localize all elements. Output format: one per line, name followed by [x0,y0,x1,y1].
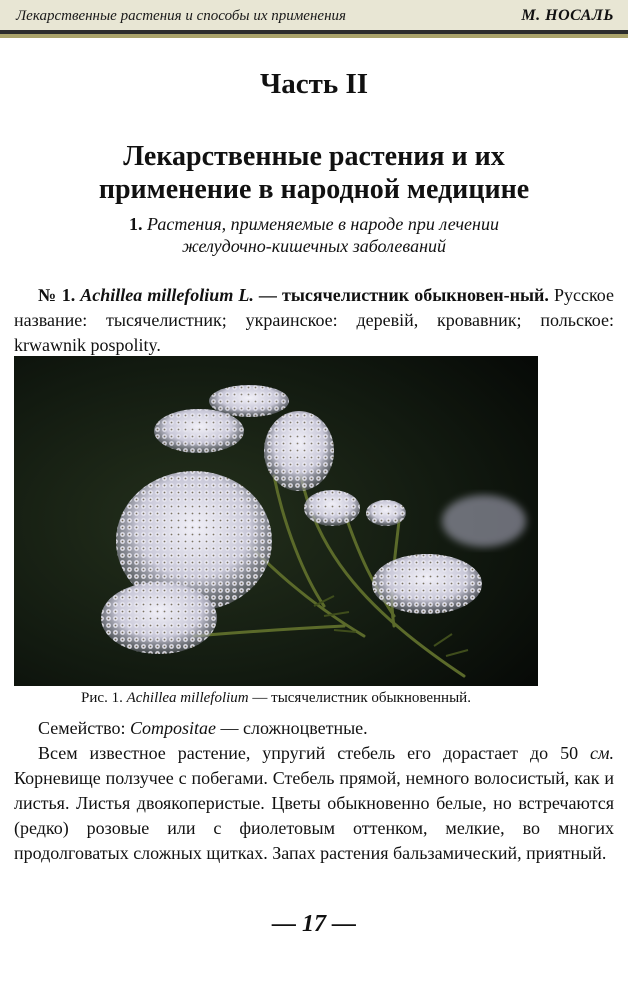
entry-number: № 1. [38,285,76,305]
part-title: Часть II [259,68,369,100]
entry-common-name: — тысячелистник обыкновен-ный. [253,285,549,305]
author-name: М. НОСАЛЬ [521,7,614,24]
series-title: Лекарственные растения и способы их применения [16,8,346,24]
section-title-line2: желудочно-кишечных заболеваний [182,236,446,256]
yarrow-photo [14,356,538,686]
chapter-title-line2: применение в народной медицине [98,174,530,205]
description-paragraph [14,741,614,866]
family-line [14,716,614,741]
plant-entry [14,283,614,358]
section-title-line1: Растения, применяемые в народе при лечении [147,214,499,234]
family-latin: Compositae [129,718,216,738]
entry-latin-name: Achillea millefolium L. [80,285,254,305]
family-label: Семейство: [38,718,130,738]
chapter-title-line1: Лекарственные растения и их [123,141,505,172]
description-part2: Корневище ползучее с побегами. Стебель прямой, немного волосистый, как и листья. Листья двоякоперистые. Цветы обыкновенно белые, но встречаются (редко) розовые или с фиолетовым оттенком, мелкие, во многих продолговатых сложных щитках. Запах растения бальзамический, приятный. [14,768,614,863]
caption-latin: Achillea millefolium [126,690,249,706]
description-part1: Всем известное растение, упругий стебель его дорастает до 50 [38,743,591,763]
figure-caption [14,690,538,707]
caption-prefix: Рис. 1. [81,690,127,706]
chapter-title [20,140,608,206]
running-header [0,0,628,30]
description-unit: см. [590,743,614,763]
header-rule-accent [0,34,628,38]
section-number: 1. [129,214,143,234]
entry-names-text: Русское название: тысячелистник; украинское: деревій, кровавник; польское: krwawnik pospolity. [14,285,615,355]
caption-rest: — тысячелистник обыкновенный. [248,690,471,706]
family-rest: — сложноцветные. [215,718,368,738]
plant-description [14,716,614,866]
yarrow-illustration [14,356,538,686]
section-title [40,213,588,257]
page-number: — 17 — [272,911,356,937]
